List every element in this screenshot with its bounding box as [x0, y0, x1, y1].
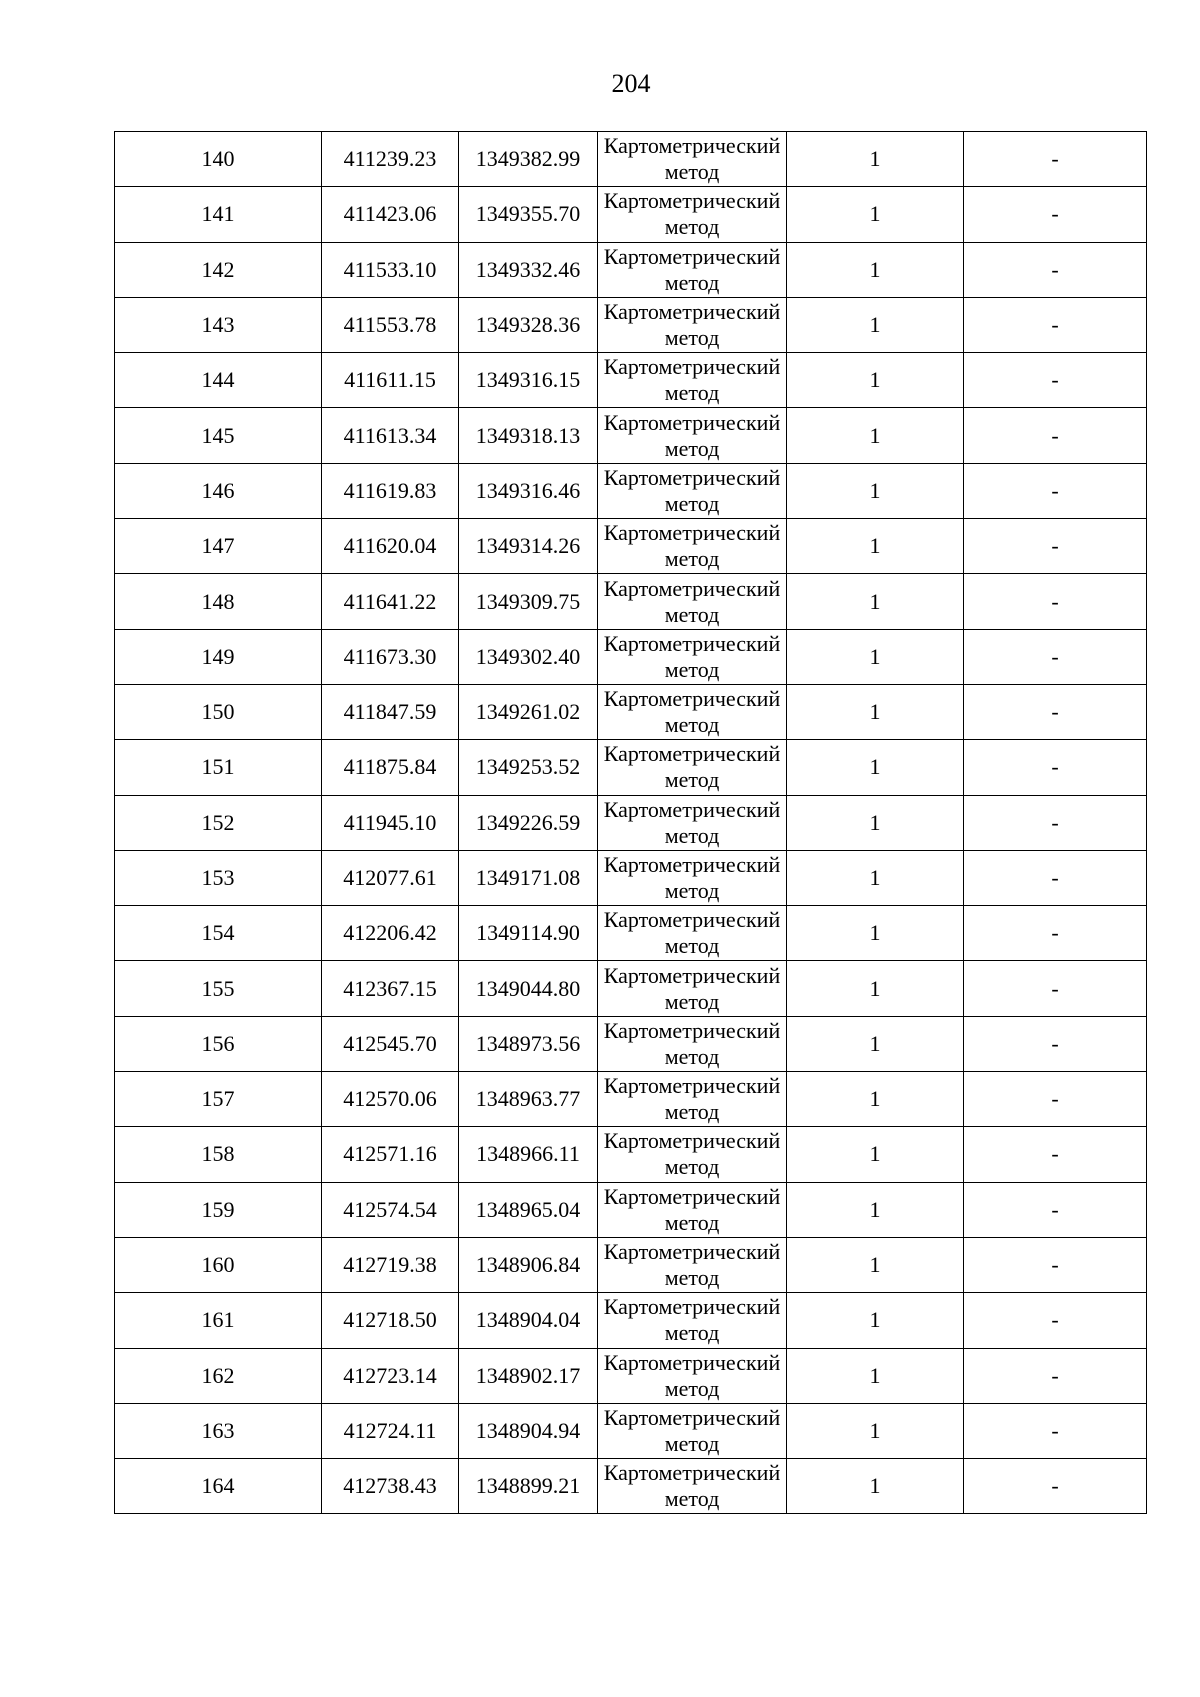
x-coordinate-cell: 411619.83 [322, 463, 459, 518]
accuracy-cell: 1 [787, 1237, 964, 1292]
note-cell: - [964, 1016, 1147, 1071]
accuracy-cell: 1 [787, 1127, 964, 1182]
x-coordinate-cell: 411613.34 [322, 408, 459, 463]
table-row [115, 242, 1147, 297]
table-row [115, 795, 1147, 850]
accuracy-cell: 1 [787, 1072, 964, 1127]
method-cell: Картометрический метод [598, 684, 787, 739]
accuracy-cell: 1 [787, 1182, 964, 1237]
accuracy-cell: 1 [787, 353, 964, 408]
table-row [115, 463, 1147, 518]
y-coordinate-cell: 1349171.08 [459, 850, 598, 905]
y-coordinate-cell: 1349302.40 [459, 629, 598, 684]
method-cell: Картометрический метод [598, 1459, 787, 1514]
x-coordinate-cell: 411847.59 [322, 684, 459, 739]
y-coordinate-cell: 1348965.04 [459, 1182, 598, 1237]
x-coordinate-cell: 412206.42 [322, 906, 459, 961]
x-coordinate-cell: 412718.50 [322, 1293, 459, 1348]
point-number-cell: 151 [115, 740, 322, 795]
x-coordinate-cell: 412719.38 [322, 1237, 459, 1292]
note-cell: - [964, 1237, 1147, 1292]
point-number-cell: 147 [115, 519, 322, 574]
method-cell: Картометрический метод [598, 408, 787, 463]
method-cell: Картометрический метод [598, 132, 787, 187]
note-cell: - [964, 297, 1147, 352]
method-cell: Картометрический метод [598, 1403, 787, 1458]
method-cell: Картометрический метод [598, 187, 787, 242]
point-number-cell: 153 [115, 850, 322, 905]
table-row [115, 297, 1147, 352]
x-coordinate-cell: 412738.43 [322, 1459, 459, 1514]
accuracy-cell: 1 [787, 906, 964, 961]
y-coordinate-cell: 1348963.77 [459, 1072, 598, 1127]
note-cell: - [964, 463, 1147, 518]
point-number-cell: 141 [115, 187, 322, 242]
x-coordinate-cell: 412077.61 [322, 850, 459, 905]
accuracy-cell: 1 [787, 187, 964, 242]
point-number-cell: 163 [115, 1403, 322, 1458]
point-number-cell: 154 [115, 906, 322, 961]
note-cell: - [964, 740, 1147, 795]
y-coordinate-cell: 1349355.70 [459, 187, 598, 242]
note-cell: - [964, 795, 1147, 850]
note-cell: - [964, 1459, 1147, 1514]
table-row [115, 132, 1147, 187]
method-cell: Картометрический метод [598, 1237, 787, 1292]
note-cell: - [964, 850, 1147, 905]
accuracy-cell: 1 [787, 1348, 964, 1403]
y-coordinate-cell: 1349253.52 [459, 740, 598, 795]
note-cell: - [964, 519, 1147, 574]
table-row [115, 519, 1147, 574]
accuracy-cell: 1 [787, 684, 964, 739]
point-number-cell: 157 [115, 1072, 322, 1127]
x-coordinate-cell: 411533.10 [322, 242, 459, 297]
note-cell: - [964, 1127, 1147, 1182]
method-cell: Картометрический метод [598, 1016, 787, 1071]
y-coordinate-cell: 1349328.36 [459, 297, 598, 352]
table-row [115, 1403, 1147, 1458]
x-coordinate-cell: 411641.22 [322, 574, 459, 629]
table-row [115, 1072, 1147, 1127]
table-row [115, 187, 1147, 242]
note-cell: - [964, 961, 1147, 1016]
x-coordinate-cell: 412570.06 [322, 1072, 459, 1127]
y-coordinate-cell: 1349332.46 [459, 242, 598, 297]
table-row [115, 353, 1147, 408]
x-coordinate-cell: 411611.15 [322, 353, 459, 408]
y-coordinate-cell: 1349226.59 [459, 795, 598, 850]
table-row [115, 961, 1147, 1016]
point-number-cell: 156 [115, 1016, 322, 1071]
accuracy-cell: 1 [787, 1016, 964, 1071]
table-row [115, 1293, 1147, 1348]
accuracy-cell: 1 [787, 242, 964, 297]
x-coordinate-cell: 411553.78 [322, 297, 459, 352]
y-coordinate-cell: 1348902.17 [459, 1348, 598, 1403]
point-number-cell: 164 [115, 1459, 322, 1514]
point-number-cell: 145 [115, 408, 322, 463]
accuracy-cell: 1 [787, 629, 964, 684]
method-cell: Картометрический метод [598, 1182, 787, 1237]
note-cell: - [964, 1072, 1147, 1127]
y-coordinate-cell: 1348899.21 [459, 1459, 598, 1514]
table-row [115, 1016, 1147, 1071]
accuracy-cell: 1 [787, 850, 964, 905]
y-coordinate-cell: 1349318.13 [459, 408, 598, 463]
table-row [115, 1459, 1147, 1514]
accuracy-cell: 1 [787, 1403, 964, 1458]
point-number-cell: 149 [115, 629, 322, 684]
method-cell: Картометрический метод [598, 242, 787, 297]
y-coordinate-cell: 1348904.04 [459, 1293, 598, 1348]
table-row [115, 629, 1147, 684]
x-coordinate-cell: 411423.06 [322, 187, 459, 242]
x-coordinate-cell: 411945.10 [322, 795, 459, 850]
x-coordinate-cell: 412574.54 [322, 1182, 459, 1237]
table-row [115, 684, 1147, 739]
accuracy-cell: 1 [787, 574, 964, 629]
y-coordinate-cell: 1349314.26 [459, 519, 598, 574]
accuracy-cell: 1 [787, 297, 964, 352]
coordinates-table [114, 131, 1147, 1514]
note-cell: - [964, 187, 1147, 242]
page-number: 204 [611, 69, 651, 98]
accuracy-cell: 1 [787, 408, 964, 463]
method-cell: Картометрический метод [598, 353, 787, 408]
accuracy-cell: 1 [787, 463, 964, 518]
note-cell: - [964, 1182, 1147, 1237]
note-cell: - [964, 132, 1147, 187]
point-number-cell: 146 [115, 463, 322, 518]
table-row [115, 850, 1147, 905]
method-cell: Картометрический метод [598, 961, 787, 1016]
y-coordinate-cell: 1348906.84 [459, 1237, 598, 1292]
point-number-cell: 140 [115, 132, 322, 187]
table-row [115, 408, 1147, 463]
x-coordinate-cell: 412571.16 [322, 1127, 459, 1182]
accuracy-cell: 1 [787, 1293, 964, 1348]
y-coordinate-cell: 1349309.75 [459, 574, 598, 629]
note-cell: - [964, 906, 1147, 961]
note-cell: - [964, 1403, 1147, 1458]
method-cell: Картометрический метод [598, 850, 787, 905]
accuracy-cell: 1 [787, 519, 964, 574]
y-coordinate-cell: 1348973.56 [459, 1016, 598, 1071]
y-coordinate-cell: 1348904.94 [459, 1403, 598, 1458]
x-coordinate-cell: 411620.04 [322, 519, 459, 574]
accuracy-cell: 1 [787, 961, 964, 1016]
accuracy-cell: 1 [787, 795, 964, 850]
note-cell: - [964, 629, 1147, 684]
point-number-cell: 143 [115, 297, 322, 352]
note-cell: - [964, 684, 1147, 739]
table-row [115, 906, 1147, 961]
method-cell: Картометрический метод [598, 1072, 787, 1127]
method-cell: Картометрический метод [598, 1127, 787, 1182]
x-coordinate-cell: 411875.84 [322, 740, 459, 795]
x-coordinate-cell: 411673.30 [322, 629, 459, 684]
note-cell: - [964, 408, 1147, 463]
point-number-cell: 144 [115, 353, 322, 408]
x-coordinate-cell: 412723.14 [322, 1348, 459, 1403]
table-row [115, 1127, 1147, 1182]
point-number-cell: 152 [115, 795, 322, 850]
point-number-cell: 162 [115, 1348, 322, 1403]
y-coordinate-cell: 1349114.90 [459, 906, 598, 961]
method-cell: Картометрический метод [598, 1348, 787, 1403]
y-coordinate-cell: 1349316.46 [459, 463, 598, 518]
y-coordinate-cell: 1348966.11 [459, 1127, 598, 1182]
note-cell: - [964, 353, 1147, 408]
y-coordinate-cell: 1349044.80 [459, 961, 598, 1016]
accuracy-cell: 1 [787, 132, 964, 187]
method-cell: Картометрический метод [598, 297, 787, 352]
x-coordinate-cell: 412367.15 [322, 961, 459, 1016]
point-number-cell: 161 [115, 1293, 322, 1348]
note-cell: - [964, 1348, 1147, 1403]
point-number-cell: 158 [115, 1127, 322, 1182]
accuracy-cell: 1 [787, 1459, 964, 1514]
point-number-cell: 150 [115, 684, 322, 739]
point-number-cell: 148 [115, 574, 322, 629]
method-cell: Картометрический метод [598, 574, 787, 629]
point-number-cell: 159 [115, 1182, 322, 1237]
coordinates-table-body [115, 132, 1147, 1514]
method-cell: Картометрический метод [598, 906, 787, 961]
point-number-cell: 155 [115, 961, 322, 1016]
x-coordinate-cell: 412724.11 [322, 1403, 459, 1458]
method-cell: Картометрический метод [598, 795, 787, 850]
accuracy-cell: 1 [787, 740, 964, 795]
method-cell: Картометрический метод [598, 463, 787, 518]
table-row [115, 1237, 1147, 1292]
y-coordinate-cell: 1349316.15 [459, 353, 598, 408]
method-cell: Картометрический метод [598, 740, 787, 795]
y-coordinate-cell: 1349382.99 [459, 132, 598, 187]
x-coordinate-cell: 411239.23 [322, 132, 459, 187]
table-row [115, 1182, 1147, 1237]
method-cell: Картометрический метод [598, 519, 787, 574]
y-coordinate-cell: 1349261.02 [459, 684, 598, 739]
note-cell: - [964, 574, 1147, 629]
table-row [115, 574, 1147, 629]
point-number-cell: 142 [115, 242, 322, 297]
note-cell: - [964, 242, 1147, 297]
method-cell: Картометрический метод [598, 1293, 787, 1348]
table-row [115, 1348, 1147, 1403]
table-row [115, 740, 1147, 795]
method-cell: Картометрический метод [598, 629, 787, 684]
x-coordinate-cell: 412545.70 [322, 1016, 459, 1071]
point-number-cell: 160 [115, 1237, 322, 1292]
note-cell: - [964, 1293, 1147, 1348]
